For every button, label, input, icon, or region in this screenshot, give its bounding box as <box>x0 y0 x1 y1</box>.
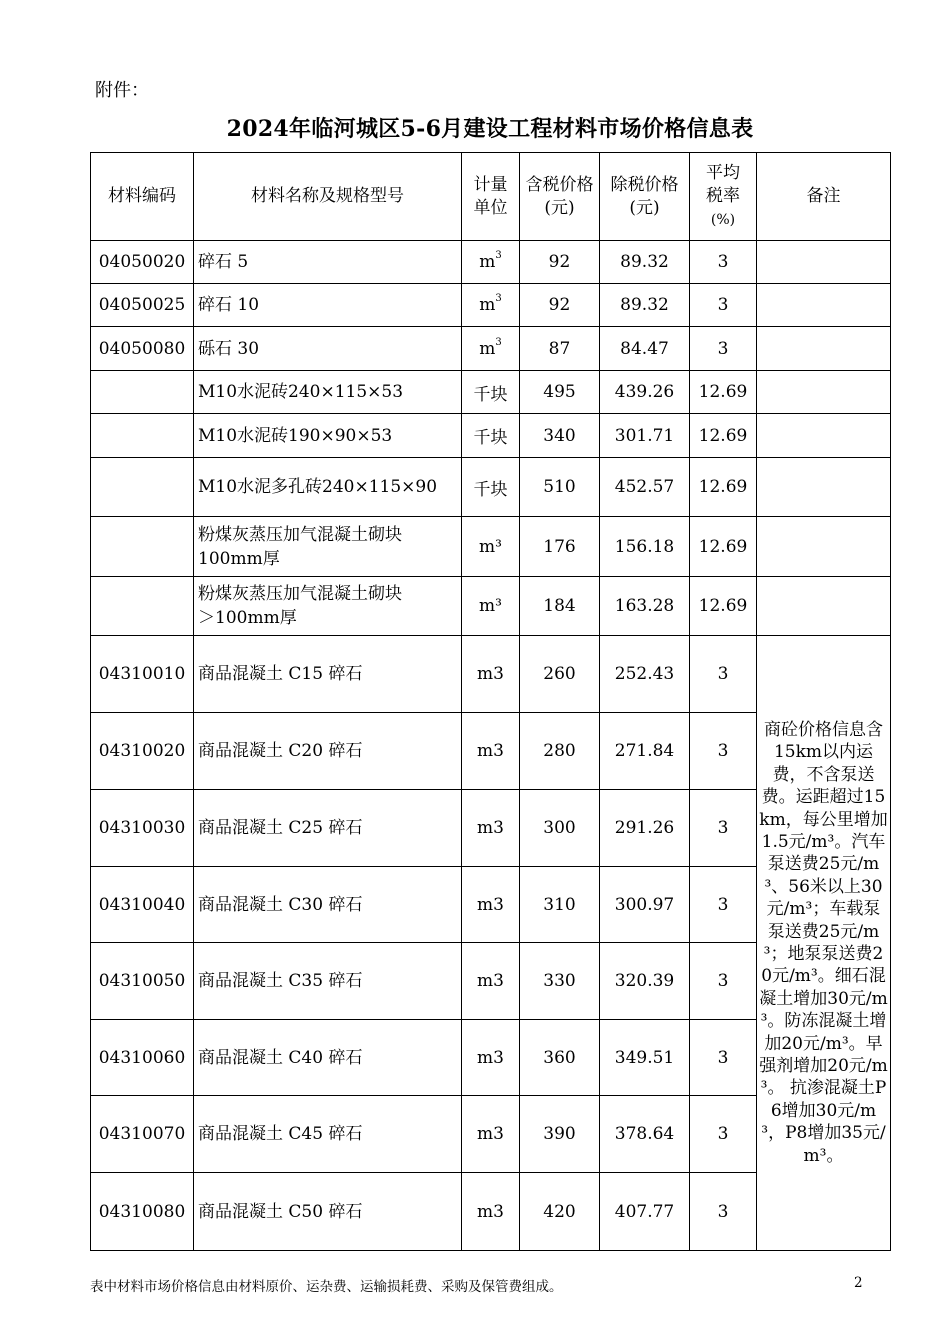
unit-cell <box>462 867 520 943</box>
tax-rate-cell: 12.69 <box>690 458 757 517</box>
unit-cell <box>462 371 520 414</box>
unit-text: m³ <box>479 536 502 557</box>
material-code-cell: 04310080 <box>91 1173 194 1251</box>
page-number: 2 <box>854 1275 863 1291</box>
table-row <box>91 636 891 713</box>
header-code: 材料编码 <box>91 153 194 241</box>
material-name-line2: 100mm厚 <box>198 548 280 569</box>
price-with-tax-cell: 360 <box>520 1020 600 1096</box>
price-with-tax-cell: 390 <box>520 1096 600 1173</box>
material-name-cell <box>194 517 462 577</box>
material-name-cell: 商品混凝土 C45 碎石 <box>194 1096 462 1173</box>
header-unit-line1: 计量 <box>473 174 508 195</box>
price-without-tax-cell: 163.28 <box>600 577 690 636</box>
price-with-tax-cell: 176 <box>520 517 600 577</box>
unit-cell <box>462 790 520 867</box>
table-row <box>91 577 891 636</box>
price-with-tax-cell: 330 <box>520 943 600 1020</box>
price-with-tax-cell: 495 <box>520 371 600 414</box>
material-name-cell <box>194 577 462 636</box>
remark-cell <box>757 284 891 327</box>
material-code-cell <box>91 371 194 414</box>
tax-rate-cell: 3 <box>690 790 757 867</box>
tax-rate-cell: 3 <box>690 1173 757 1251</box>
page-title: 2024年临河城区5-6月建设工程材料市场价格信息表 <box>226 116 754 142</box>
unit-text: m3 <box>477 1047 504 1068</box>
tax-rate-cell: 3 <box>690 1020 757 1096</box>
material-name-cell: 砾石 30 <box>194 327 462 371</box>
table-row <box>91 327 891 371</box>
material-code-cell: 04310060 <box>91 1020 194 1096</box>
material-name-cell: 商品混凝土 C40 碎石 <box>194 1020 462 1096</box>
material-name-cell: M10水泥多孔砖240×115×90 <box>194 458 462 517</box>
header-row <box>91 153 891 241</box>
price-without-tax-cell: 291.26 <box>600 790 690 867</box>
material-name-line1: 粉煤灰蒸压加气混凝土砌块 <box>198 584 402 604</box>
price-with-tax-cell: 510 <box>520 458 600 517</box>
table-row <box>91 371 891 414</box>
price-without-tax-cell: 349.51 <box>600 1020 690 1096</box>
attachment-label: 附件： <box>95 80 149 101</box>
unit-text: 千块 <box>473 384 508 405</box>
header-name: 材料名称及规格型号 <box>194 153 462 241</box>
tax-rate-cell: 3 <box>690 327 757 371</box>
material-code-cell: 04310050 <box>91 943 194 1020</box>
remark-cell <box>757 371 891 414</box>
header-unit-line2: 单位 <box>473 197 508 218</box>
remark-cell <box>757 414 891 458</box>
header-rate-line1: 平均 <box>706 162 740 183</box>
price-with-tax-cell: 87 <box>520 327 600 371</box>
material-code-cell: 04310010 <box>91 636 194 713</box>
unit-cell <box>462 713 520 790</box>
unit-cell <box>462 241 520 284</box>
material-name-cell: 商品混凝土 C15 碎石 <box>194 636 462 713</box>
material-name-cell: 商品混凝土 C50 碎石 <box>194 1173 462 1251</box>
header-price-tax-line1: 含税价格 <box>525 174 594 195</box>
unit-cell <box>462 636 520 713</box>
material-name-line2: ＞100mm厚 <box>198 608 297 628</box>
unit-text: m <box>479 252 496 272</box>
header-price-net <box>600 153 690 241</box>
tax-rate-cell: 3 <box>690 1096 757 1173</box>
material-code-cell <box>91 517 194 577</box>
price-without-tax-cell: 156.18 <box>600 517 690 577</box>
material-name-cell: 商品混凝土 C20 碎石 <box>194 713 462 790</box>
price-with-tax-cell: 92 <box>520 241 600 284</box>
material-name-cell: 商品混凝土 C25 碎石 <box>194 790 462 867</box>
price-without-tax-cell: 320.39 <box>600 943 690 1020</box>
material-code-cell: 04050020 <box>91 241 194 284</box>
material-code-cell: 04310030 <box>91 790 194 867</box>
material-name-cell: 碎石 10 <box>194 284 462 327</box>
unit-text: 千块 <box>473 428 508 448</box>
price-without-tax-cell: 301.71 <box>600 414 690 458</box>
price-with-tax-cell: 340 <box>520 414 600 458</box>
price-without-tax-cell: 89.32 <box>600 241 690 284</box>
unit-text: m3 <box>477 664 504 684</box>
unit-superscript: 3 <box>495 293 502 304</box>
tax-rate-cell: 12.69 <box>690 414 757 458</box>
unit-cell <box>462 577 520 636</box>
table-row <box>91 241 891 284</box>
header-unit <box>462 153 520 241</box>
tax-rate-cell: 3 <box>690 943 757 1020</box>
material-code-cell: 04310040 <box>91 867 194 943</box>
header-price-tax-line2: (元) <box>544 197 575 218</box>
header-rate <box>690 153 757 241</box>
price-with-tax-cell: 310 <box>520 867 600 943</box>
unit-cell <box>462 284 520 327</box>
unit-cell <box>462 1020 520 1096</box>
unit-text: m3 <box>477 894 504 915</box>
price-without-tax-cell: 378.64 <box>600 1096 690 1173</box>
header-rate-line2: 税率 <box>706 185 740 206</box>
material-code-cell: 04310070 <box>91 1096 194 1173</box>
material-code-cell: 04310020 <box>91 713 194 790</box>
unit-text: 千块 <box>473 479 508 500</box>
tax-rate-cell: 3 <box>690 284 757 327</box>
header-rate-line3: (%) <box>710 211 736 228</box>
unit-text: m3 <box>477 1124 504 1144</box>
unit-cell <box>462 327 520 371</box>
tax-rate-cell: 3 <box>690 713 757 790</box>
price-with-tax-cell: 92 <box>520 284 600 327</box>
remark-cell <box>757 577 891 636</box>
price-with-tax-cell: 184 <box>520 577 600 636</box>
price-without-tax-cell: 271.84 <box>600 713 690 790</box>
unit-superscript: 3 <box>495 336 502 348</box>
price-without-tax-cell: 452.57 <box>600 458 690 517</box>
material-code-cell: 04050025 <box>91 284 194 327</box>
unit-text: m3 <box>477 1201 504 1222</box>
price-without-tax-cell: 407.77 <box>600 1173 690 1251</box>
material-code-cell <box>91 458 194 517</box>
material-code-cell <box>91 577 194 636</box>
table-row <box>91 284 891 327</box>
unit-cell <box>462 414 520 458</box>
remark-cell <box>757 327 891 371</box>
tax-rate-cell: 3 <box>690 867 757 943</box>
table-row <box>91 517 891 577</box>
remark-cell <box>757 241 891 284</box>
material-code-cell: 04050080 <box>91 327 194 371</box>
table-row <box>91 458 891 517</box>
tax-rate-cell: 12.69 <box>690 577 757 636</box>
material-name-cell: 商品混凝土 C35 碎石 <box>194 943 462 1020</box>
header-price-net-line1: 除税价格 <box>610 174 679 195</box>
price-with-tax-cell: 300 <box>520 790 600 867</box>
footer-note: 表中材料市场价格信息由材料原价、运杂费、运输损耗费、采购及保管费组成。 <box>90 1279 563 1295</box>
unit-text: m <box>479 295 496 315</box>
concrete-remark-cell: 商砼价格信息含15km以内运费，不含泵送费。运距超过15km，每公里增加1.5元/m³。汽车泵送费25元/m³、56米以上30元/m³；车载泵泵送费25元/m³；地泵泵送费20元/m³。细石混凝土增加30元/m³。防冻混凝土增加20元/m³。早强剂增加20元/m³。 抗渗混凝土P6增加30元/m³，P8增加35元/m³。 <box>757 636 891 1251</box>
price-without-tax-cell: 89.32 <box>600 284 690 327</box>
material-name-cell: 商品混凝土 C30 碎石 <box>194 867 462 943</box>
tax-rate-cell: 3 <box>690 241 757 284</box>
price-with-tax-cell: 420 <box>520 1173 600 1251</box>
material-name-line1: 粉煤灰蒸压加气混凝土砌块 <box>198 524 402 545</box>
price-without-tax-cell: 84.47 <box>600 327 690 371</box>
header-price-tax <box>520 153 600 241</box>
table-row <box>91 414 891 458</box>
header-price-net-line2: (元) <box>629 197 660 218</box>
unit-text: m³ <box>479 596 502 616</box>
material-name-cell: M10水泥砖190×90×53 <box>194 414 462 458</box>
price-with-tax-cell: 260 <box>520 636 600 713</box>
tax-rate-cell: 12.69 <box>690 517 757 577</box>
unit-superscript: 3 <box>495 250 502 261</box>
unit-cell <box>462 1096 520 1173</box>
price-with-tax-cell: 280 <box>520 713 600 790</box>
unit-cell <box>462 517 520 577</box>
tax-rate-cell: 3 <box>690 636 757 713</box>
unit-text: m3 <box>477 741 504 761</box>
unit-text: m3 <box>477 818 504 838</box>
tax-rate-cell: 12.69 <box>690 371 757 414</box>
price-table <box>90 152 891 1251</box>
remark-cell <box>757 458 891 517</box>
material-code-cell <box>91 414 194 458</box>
remark-cell <box>757 517 891 577</box>
unit-cell <box>462 458 520 517</box>
price-without-tax-cell: 252.43 <box>600 636 690 713</box>
unit-text: m <box>479 338 496 359</box>
material-name-cell: M10水泥砖240×115×53 <box>194 371 462 414</box>
material-name-cell: 碎石 5 <box>194 241 462 284</box>
unit-text: m3 <box>477 971 504 991</box>
unit-cell <box>462 1173 520 1251</box>
header-remark: 备注 <box>757 153 891 241</box>
price-without-tax-cell: 300.97 <box>600 867 690 943</box>
price-without-tax-cell: 439.26 <box>600 371 690 414</box>
unit-cell <box>462 943 520 1020</box>
